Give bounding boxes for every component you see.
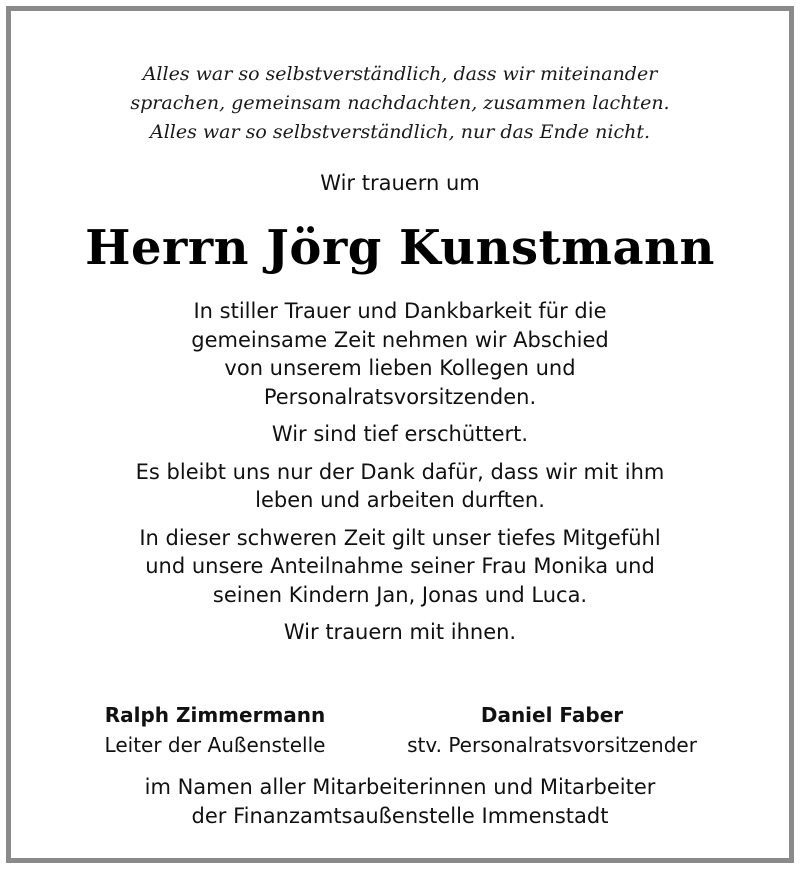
paragraph-farewell (11, 297, 789, 411)
memorial-quote (11, 60, 789, 147)
signatory-right (367, 700, 737, 760)
paragraph-mourning (11, 618, 789, 647)
paragraph-sympathy (11, 524, 789, 610)
footer-line: der Finanzamtsaußenstelle Immenstadt (191, 803, 609, 828)
signatory-name: Ralph Zimmermann (104, 703, 326, 727)
paragraph-line: Personalratsvorsitzenden. (263, 384, 537, 409)
paragraph-line: Wir trauern mit ihnen. (283, 620, 517, 644)
paragraph-line: leben und arbeiten durften. (255, 488, 545, 512)
signatory-name: Daniel Faber (480, 703, 624, 727)
paragraph-gratitude (11, 458, 789, 515)
footer-line: im Namen aller Mitarbeiterinnen und Mitarbeiter (144, 775, 656, 799)
paragraph-shock (11, 420, 789, 449)
quote-line: sprachen, gemeinsam nachdachten, zusammen lachten. (130, 92, 670, 114)
quote-line: Alles war so selbstverständlich, dass wir miteinander (142, 63, 658, 85)
signatory-role: stv. Personalratsvorsitzender (407, 733, 697, 757)
deceased-name: Herrn Jörg Kunstmann (85, 220, 715, 276)
paragraph-line: In stiller Trauer und Dankbarkeit für die (193, 299, 607, 323)
intro-text: Wir trauern um (320, 171, 480, 195)
signatory-role: Leiter der Außenstelle (104, 733, 326, 757)
quote-line: Alles war so selbstverständlich, nur das Ende nicht. (149, 121, 651, 143)
paragraph-line: von unserem lieben Kollegen und (224, 356, 576, 380)
paragraph-line: gemeinsame Zeit nehmen wir Abschied (191, 327, 609, 352)
footer-text (11, 773, 789, 830)
signatory-left (69, 700, 361, 760)
paragraph-line: Es bleibt uns nur der Dank dafür, dass wir mit ihm (135, 459, 665, 484)
paragraph-line: In dieser schweren Zeit gilt unser tiefes Mitgefühl (139, 525, 661, 550)
paragraph-line: Wir sind tief erschüttert. (271, 422, 529, 446)
paragraph-line: und unsere Anteilnahme seiner Frau Monika und (145, 554, 655, 578)
obituary-frame (6, 6, 794, 863)
paragraph-line: seinen Kindern Jan, Jonas und Luca. (212, 582, 588, 607)
condolence-body (11, 297, 789, 656)
